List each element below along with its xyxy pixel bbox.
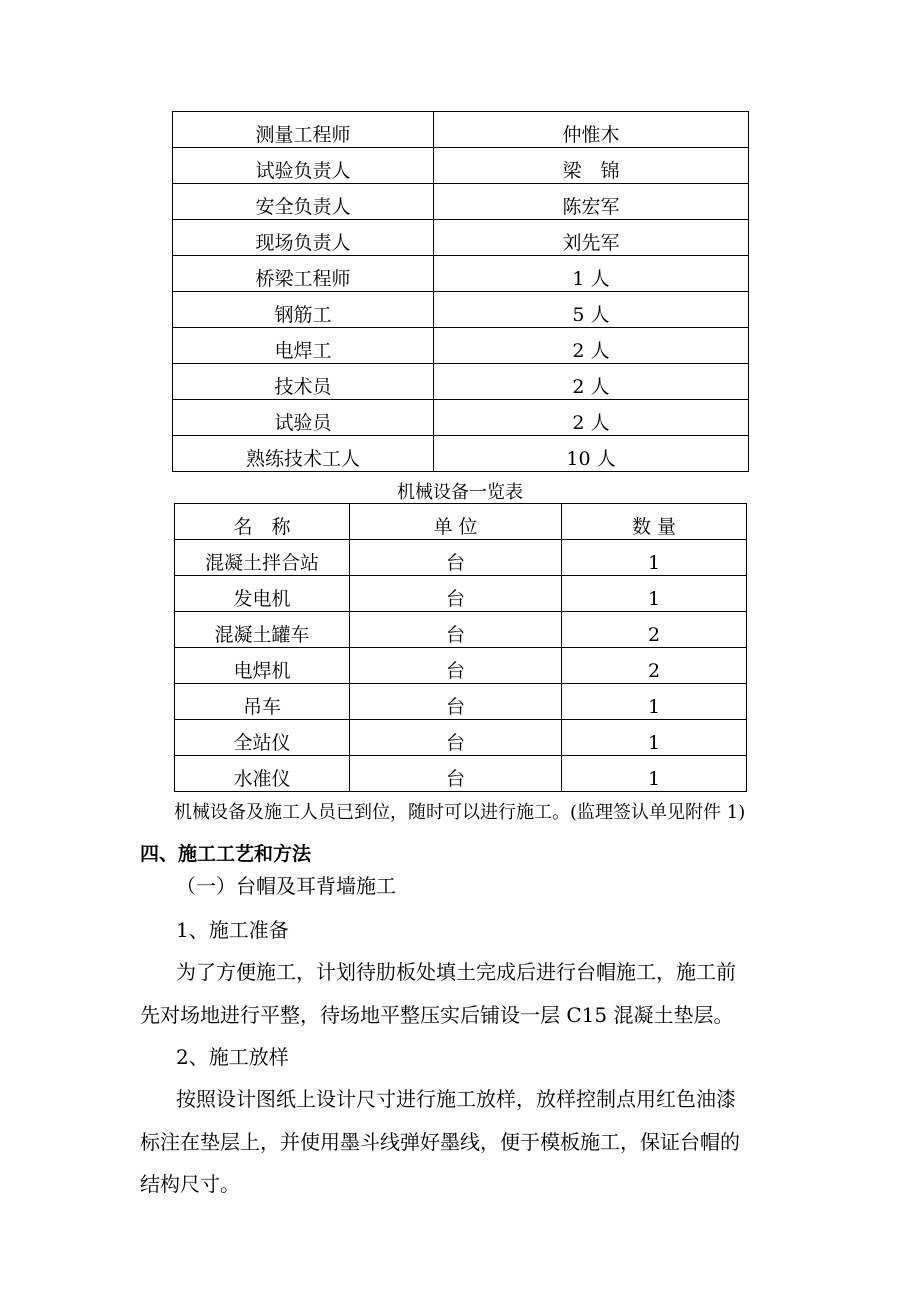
staff-row <box>173 184 749 220</box>
staff-row <box>173 220 749 256</box>
staff-role: 钢筋工 <box>173 292 434 328</box>
header-qty: 数 量 <box>562 504 747 540</box>
staff-row <box>173 256 749 292</box>
equipment-qty: 1 <box>562 540 747 576</box>
staff-role: 熟练技术工人 <box>173 436 434 472</box>
equipment-row <box>175 576 747 612</box>
equipment-name: 吊车 <box>175 684 350 720</box>
staff-role: 测量工程师 <box>173 112 434 148</box>
staff-role: 安全负责人 <box>173 184 434 220</box>
equipment-table <box>174 503 747 792</box>
equipment-name: 电焊机 <box>175 648 350 684</box>
equipment-row <box>175 540 747 576</box>
staff-row <box>173 112 749 148</box>
equipment-unit: 台 <box>350 684 562 720</box>
staff-role: 试验员 <box>173 400 434 436</box>
equipment-name: 发电机 <box>175 576 350 612</box>
equipment-row <box>175 756 747 792</box>
equipment-unit: 台 <box>350 540 562 576</box>
staff-role: 桥梁工程师 <box>173 256 434 292</box>
staff-row <box>173 148 749 184</box>
staff-table <box>172 111 749 472</box>
staff-value: 仲惟木 <box>434 112 749 148</box>
subsection-title: （一）台帽及耳背墙施工 <box>176 874 396 898</box>
equipment-note: 机械设备及施工人员已到位，随时可以进行施工。(监理签认单见附件 1) <box>174 802 746 823</box>
equipment-name: 混凝土拌合站 <box>175 540 350 576</box>
item1-line1: 为了方便施工，计划待肋板处填土完成后进行台帽施工，施工前 <box>176 960 736 984</box>
staff-value: 陈宏军 <box>434 184 749 220</box>
item2-line2: 标注在垫层上，并使用墨斗线弹好墨线，便于模板施工，保证台帽的 <box>140 1130 740 1154</box>
equipment-row <box>175 684 747 720</box>
staff-row <box>173 292 749 328</box>
equipment-qty: 2 <box>562 648 747 684</box>
equipment-unit: 台 <box>350 648 562 684</box>
item2-title: 2、施工放样 <box>176 1045 289 1069</box>
staff-value: 2 人 <box>434 328 749 364</box>
header-unit: 单 位 <box>350 504 562 540</box>
equipment-name: 混凝土罐车 <box>175 612 350 648</box>
staff-value: 梁 锦 <box>434 148 749 184</box>
staff-row <box>173 400 749 436</box>
equipment-table-body <box>175 540 747 792</box>
staff-role: 技术员 <box>173 364 434 400</box>
equipment-header-row <box>175 504 747 540</box>
equipment-qty: 1 <box>562 756 747 792</box>
item1-title: 1、施工准备 <box>176 918 289 942</box>
item2-line3: 结构尺寸。 <box>140 1172 240 1196</box>
equipment-unit: 台 <box>350 612 562 648</box>
equipment-row <box>175 720 747 756</box>
staff-value: 2 人 <box>434 364 749 400</box>
staff-role: 电焊工 <box>173 328 434 364</box>
staff-value: 5 人 <box>434 292 749 328</box>
staff-role: 现场负责人 <box>173 220 434 256</box>
staff-value: 1 人 <box>434 256 749 292</box>
staff-row <box>173 328 749 364</box>
equipment-name: 全站仪 <box>175 720 350 756</box>
staff-row <box>173 364 749 400</box>
equipment-row <box>175 648 747 684</box>
staff-value: 刘先军 <box>434 220 749 256</box>
item1-line2: 先对场地进行平整，待场地平整压实后铺设一层 C15 混凝土垫层。 <box>140 1003 734 1027</box>
staff-row <box>173 436 749 472</box>
equipment-row <box>175 612 747 648</box>
equipment-name: 水准仪 <box>175 756 350 792</box>
equipment-qty: 1 <box>562 684 747 720</box>
equipment-qty: 2 <box>562 612 747 648</box>
equipment-qty: 1 <box>562 720 747 756</box>
staff-value: 2 人 <box>434 400 749 436</box>
equipment-table-caption: 机械设备一览表 <box>397 482 523 503</box>
equipment-qty: 1 <box>562 576 747 612</box>
staff-table-body <box>173 112 749 472</box>
section-heading: 四、施工工艺和方法 <box>140 843 312 865</box>
staff-role: 试验负责人 <box>173 148 434 184</box>
item2-line1: 按照设计图纸上设计尺寸进行施工放样，放样控制点用红色油漆 <box>176 1087 736 1111</box>
header-name: 名 称 <box>175 504 350 540</box>
staff-value: 10 人 <box>434 436 749 472</box>
equipment-unit: 台 <box>350 756 562 792</box>
equipment-unit: 台 <box>350 720 562 756</box>
equipment-unit: 台 <box>350 576 562 612</box>
